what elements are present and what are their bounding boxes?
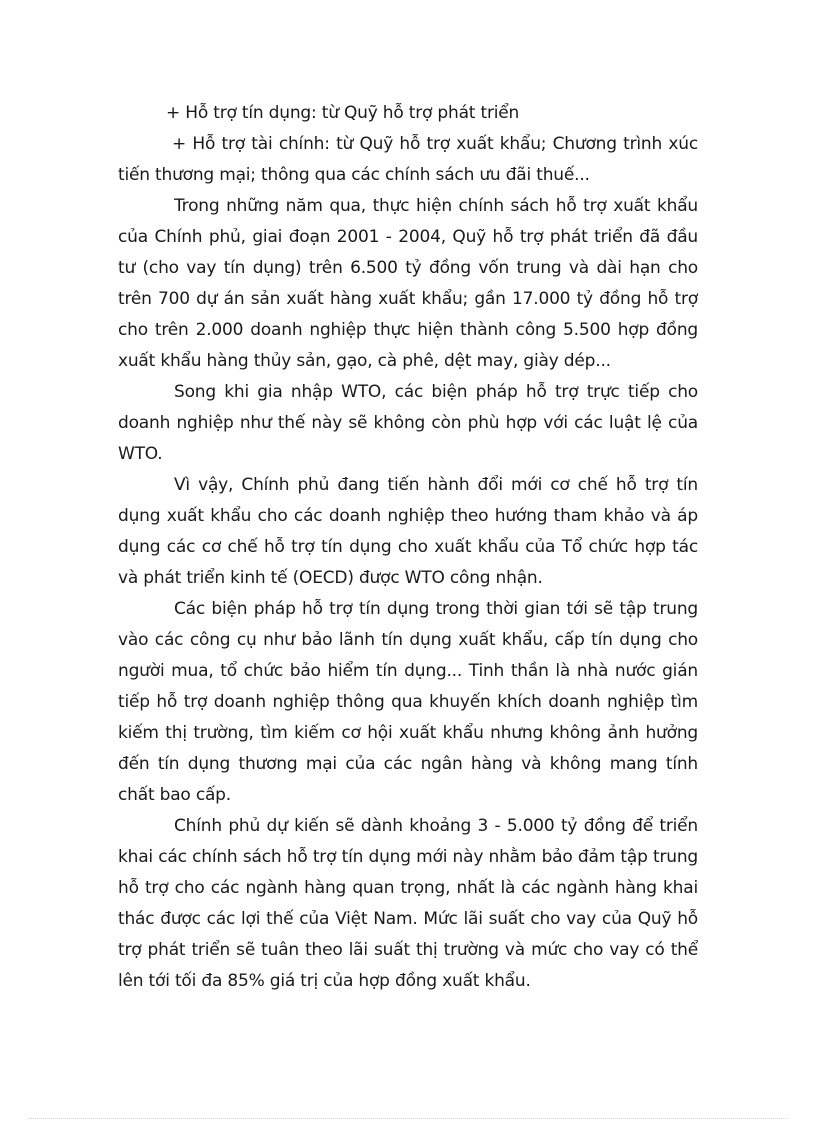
page-bottom-divider [28, 1118, 788, 1119]
paragraph-government-plan: Chính phủ dự kiến sẽ dành khoảng 3 - 5.000 tỷ đồng để triển khai các chính sách hỗ trợ tín dụng mới này nhằm bảo đảm tập trung hỗ trợ cho các ngành hàng quan trọng, nhất là các ngành hàng khai thác được các lợi thế của Việt Nam. Mức lãi suất cho vay của Quỹ hỗ trợ phát triển sẽ tuân theo lãi suất thị trường và mức cho vay có thể lên tới tối đa 85% giá trị của hợp đồng xuất khẩu. [118, 816, 698, 991]
paragraph-credit-measures: Các biện pháp hỗ trợ tín dụng trong thời gian tới sẽ tập trung vào các công cụ như bảo lãnh tín dụng xuất khẩu, cấp tín dụng cho người mua, tổ chức bảo hiểm tín dụng... Tinh thần là nhà nước gián tiếp hỗ trợ doanh nghiệp thông qua khuyến khích doanh nghiệp tìm kiếm thị trường, tìm kiếm cơ hội xuất khẩu nhưng không ảnh hưởng đến tín dụng thương mại của các ngân hàng và không mang tính chất bao cấp. [118, 599, 698, 805]
bullet-credit-support: + Hỗ trợ tín dụng: từ Quỹ hỗ trợ phát triển [166, 103, 520, 123]
paragraph-wto-accession: Song khi gia nhập WTO, các biện pháp hỗ trợ trực tiếp cho doanh nghiệp như thế này sẽ không còn phù hợp với các luật lệ của WTO. [118, 382, 698, 464]
body-text [118, 98, 698, 997]
bullet-financial-support: + Hỗ trợ tài chính: từ Quỹ hỗ trợ xuất khẩu; Chương trình xúc tiến thương mại; thông qua các chính sách ưu đãi thuế... [118, 134, 698, 185]
paragraph-export-support-results: Trong những năm qua, thực hiện chính sách hỗ trợ xuất khẩu của Chính phủ, giai đoạn 2001 - 2004, Quỹ hỗ trợ phát triển đã đầu tư (cho vay tín dụng) trên 6.500 tỷ đồng vốn trung và dài hạn cho trên 700 dự án sản xuất hàng xuất khẩu; gần 17.000 tỷ đồng hỗ trợ cho trên 2.000 doanh nghiệp thực hiện thành công 5.500 hợp đồng xuất khẩu hàng thủy sản, gạo, cà phê, dệt may, giày dép... [118, 196, 698, 371]
paragraph-credit-mechanism-reform: Vì vậy, Chính phủ đang tiến hành đổi mới cơ chế hỗ trợ tín dụng xuất khẩu cho các doanh nghiệp theo hướng tham khảo và áp dụng các cơ chế hỗ trợ tín dụng cho xuất khẩu của Tổ chức hợp tác và phát triển kinh tế (OECD) được WTO công nhận. [118, 475, 698, 588]
